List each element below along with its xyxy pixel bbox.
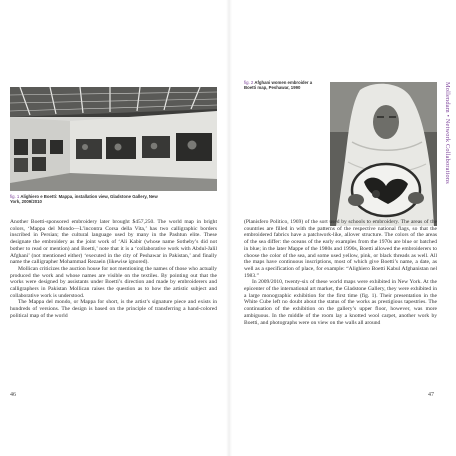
gallery-installation-photo bbox=[10, 87, 217, 191]
page-number-left: 46 bbox=[10, 392, 16, 398]
gutter-shadow bbox=[226, 0, 232, 456]
figure-label: fig. 1 bbox=[10, 194, 20, 199]
paragraph: The Mappa del mondo, or Mappa for short, is the artist’s signature piece and exists in hundreds of versions. The design is based on the principle of transferring a hand-colored political map of the world bbox=[10, 299, 217, 319]
paragraph: In 2009/2010, twenty-six of these world maps were exhibited in New York. At the epicenter of the international art market, the Gladstone Gallery, they were exhibited in a large monographic exhibition for the first time (fig. 1). Their presentation in the White Cube left no doubt about the status of the works as prestigious tapestries. The continuation of the exhibition on the gallery’s upper floor, however, was more ambiguous. In the middle of the room lay a knotted wool carpet, another work by Boetti, and photographs were on view on the walls all around bbox=[244, 279, 437, 326]
page-number-right: 47 bbox=[428, 392, 434, 398]
caption-text: Afghani women embroider a Boetti map, Peshawar, 1990 bbox=[244, 80, 313, 91]
figure-label: fig. 2 bbox=[244, 80, 254, 85]
embroiderer-photo bbox=[330, 82, 437, 226]
running-head: Mollendam • Network Collaborations bbox=[444, 82, 451, 184]
body-text-left bbox=[10, 219, 217, 320]
paragraph: Another Boetti-sponsored embroidery later brought $457,250. The world map in bright colors, ‘Mappa del Mondo—L’incontra Corsa della Vita,’ has two calligraphic borders inscribed in Persian; the cultural language used by many in the Pashtun elite. These designate the embroidery as the joint work of ‘Ali Kabir (whose name Sotheby’s did not bother to read or mention) and Boetti,’ note that it is a ‘collaborative work with Abdul-Jalil Afghani’ (not mentioned either) ‘executed in the city of Peshawar in Pakistan,’ and finally name the calligrapher Mohammad Rezaein (likewise ignored). bbox=[10, 219, 217, 266]
body-text-right bbox=[244, 219, 437, 326]
caption-text: Alighiero e Boetti: Mappa, installation view, Gladstone Gallery, New York, 2009/2010 bbox=[10, 194, 158, 205]
paragraph: (Planisfero Politico, 1969) of the sort used by schools to embroidery. The areas of the countries are filled in with the patterns of the respective national flags, so that the embroidered fabrics have a patchwork-like, allover structure. The colors of the areas of the sea differ: the oceans of the early examples from the 1970s are blue or batched in blue; in the later Mappe of the 1980s and 1990s, Boetti allowed the embroiderers to choose the color of the sea, and some used yellow, pink, or black threads as well. All the maps have continuous inscriptions, most of which give Boetti’s name, a date, as well as a specification of place, for example: “Alighiero Boetti Kabul Afghanistan nel 1983.” bbox=[244, 219, 437, 279]
figure-caption-left bbox=[10, 194, 160, 205]
paragraph: Mollican criticizes the auction house for not mentioning the names of those who actually produced the work and whose names are visible on the textiles. By pointing out that the works were designed by assistants under Boetti’s direction and made by embroiderers and calligraphers in Pakistan Mollican raises the question as to how the artistic subject and collaborative work is understood. bbox=[10, 265, 217, 299]
figure-caption-right bbox=[244, 80, 324, 91]
